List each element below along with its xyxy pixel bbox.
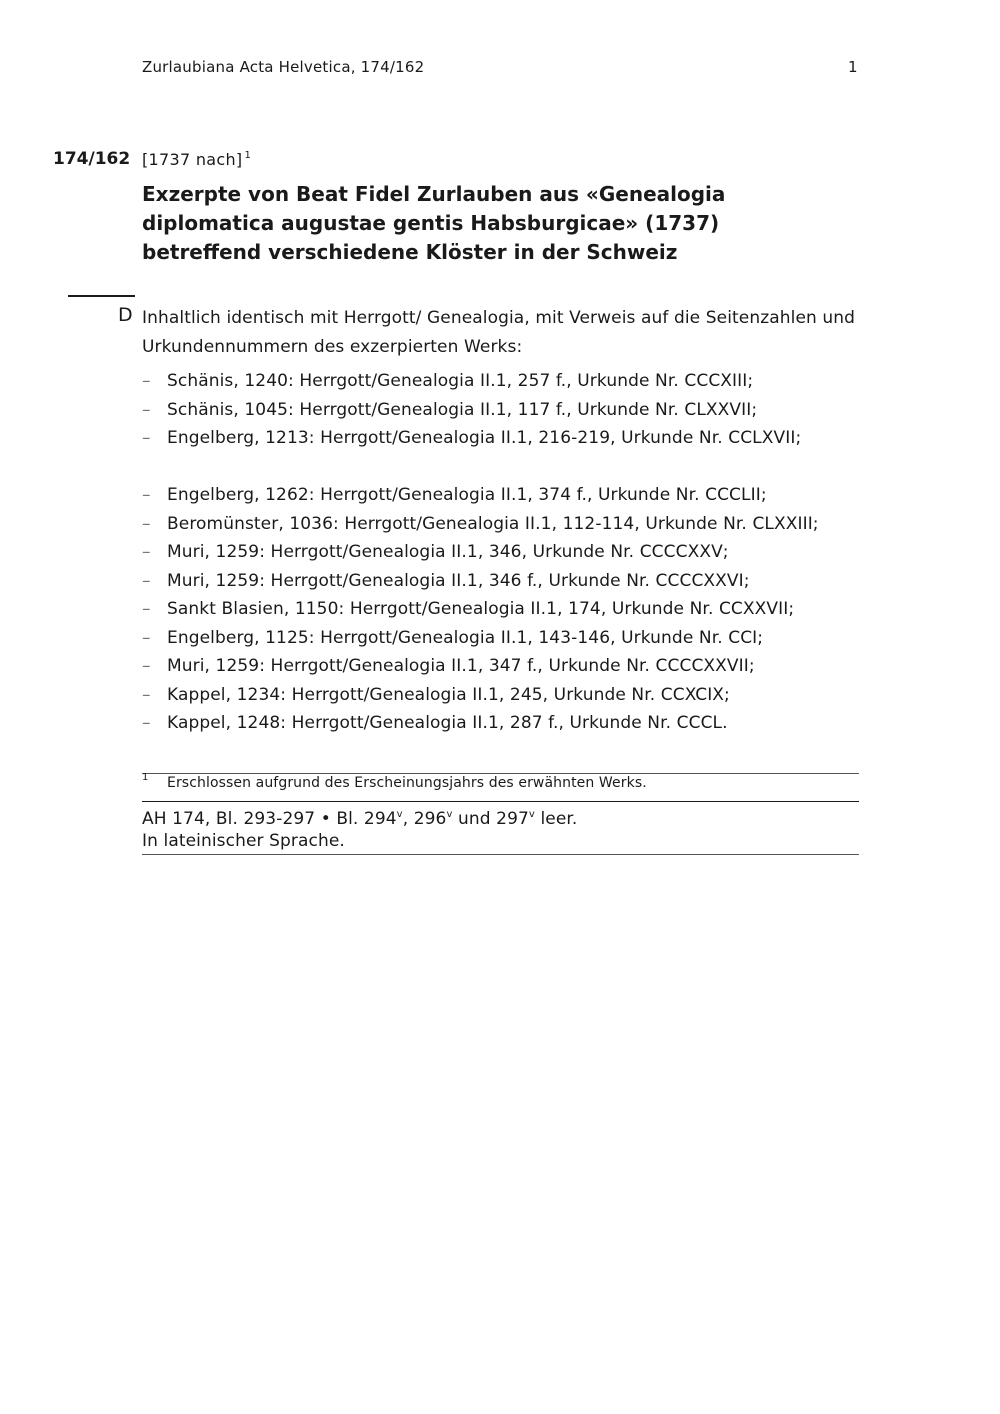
verso-mark: v	[446, 809, 453, 820]
list-item	[142, 510, 882, 539]
excerpt-list-group-1	[142, 367, 882, 453]
list-item	[142, 367, 882, 396]
entry-title: Exzerpte von Beat Fidel Zurlauben aus «Genealogia diplomatica augustae gentis Habsburgicae» (1737) betreffend verschiedene Klöster in der Schweiz	[142, 182, 726, 264]
list-item-text: Beromünster, 1036: Herrgott/Genealogia II.1, 112-114, Urkunde Nr. CLXXIII;	[167, 513, 819, 534]
list-item	[142, 595, 882, 624]
dash-bullet: –	[142, 371, 151, 391]
list-item	[142, 567, 882, 596]
source-reference-part: leer.	[534, 809, 578, 829]
list-item-text: Kappel, 1234: Herrgott/Genealogia II.1, 245, Urkunde Nr. CCXCIX;	[167, 684, 730, 705]
dash-bullet: –	[142, 570, 151, 591]
dash-bullet: –	[142, 684, 151, 705]
dash-bullet: –	[142, 713, 151, 733]
footnote-divider	[142, 773, 859, 774]
footnote-text: Erschlossen aufgrund des Erscheinungsjahrs des erwähnten Werks.	[167, 775, 647, 791]
list-item-text: Kappel, 1248: Herrgott/Genealogia II.1, 287 f., Urkunde Nr. CCCL.	[167, 713, 728, 733]
dash-bullet: –	[142, 599, 151, 619]
list-item	[142, 624, 882, 653]
list-item-text: Engelberg, 1125: Herrgott/Genealogia II.1, 143-146, Urkunde Nr. CCI;	[167, 627, 764, 648]
dash-bullet: –	[142, 513, 151, 534]
list-item-text: Engelberg, 1213: Herrgott/Genealogia II.1, 216-219, Urkunde Nr. CCLXVII;	[167, 428, 802, 448]
footnote-marker: 1	[142, 772, 149, 783]
source-info	[142, 804, 577, 852]
verso-mark: v	[528, 809, 535, 820]
section-divider	[68, 295, 135, 297]
list-item-text: Muri, 1259: Herrgott/Genealogia II.1, 346, Urkunde Nr. CCCCXXV;	[167, 542, 729, 562]
list-item	[142, 709, 882, 738]
source-language: In lateinischer Sprache.	[142, 831, 345, 851]
excerpt-list-group-2	[142, 481, 882, 738]
source-reference	[142, 804, 577, 830]
list-item-text: Sankt Blasien, 1150: Herrgott/Genealogia II.1, 174, Urkunde Nr. CCXXVII;	[167, 599, 795, 619]
entry-date-text: [1737 nach]	[142, 150, 243, 169]
source-reference-part: und 297	[452, 809, 529, 829]
section-letter: D	[118, 304, 133, 326]
footnote-reference: 1	[244, 150, 252, 161]
list-item-text: Muri, 1259: Herrgott/Genealogia II.1, 347 f., Urkunde Nr. CCCCXXVII;	[167, 656, 755, 676]
list-item	[142, 396, 882, 425]
list-item-text: Engelberg, 1262: Herrgott/Genealogia II.1, 374 f., Urkunde Nr. CCCLII;	[167, 485, 767, 505]
list-item	[142, 481, 882, 510]
source-reference-part: AH 174, Bl. 293-297 • Bl. 294	[142, 809, 397, 829]
list-item-text: Muri, 1259: Herrgott/Genealogia II.1, 346 f., Urkunde Nr. CCCCXXVI;	[167, 570, 750, 591]
source-divider-bottom	[142, 854, 859, 855]
list-item-text: Schänis, 1240: Herrgott/Genealogia II.1, 257 f., Urkunde Nr. CCCXIII;	[167, 371, 754, 391]
description-text: Inhaltlich identisch mit Herrgott/ Genealogia, mit Verweis auf die Seitenzahlen und Urkundennummern des exzerpierten Werks:	[142, 308, 856, 357]
dash-bullet: –	[142, 656, 151, 676]
verso-mark: v	[396, 809, 403, 820]
dash-bullet: –	[142, 542, 151, 562]
entry-date	[142, 150, 251, 169]
source-divider-top	[142, 801, 859, 802]
source-reference-part: , 296	[402, 809, 447, 829]
list-item	[142, 681, 882, 710]
entry-number: 174/162	[53, 149, 131, 169]
dash-bullet: –	[142, 428, 151, 448]
list-item-text: Schänis, 1045: Herrgott/Genealogia II.1, 117 f., Urkunde Nr. CLXXVII;	[167, 399, 758, 420]
running-head: Zurlaubiana Acta Helvetica, 174/162	[142, 58, 425, 76]
dash-bullet: –	[142, 627, 151, 648]
list-item	[142, 538, 882, 567]
page-number: 1	[848, 58, 858, 76]
dash-bullet: –	[142, 399, 151, 420]
dash-bullet: –	[142, 485, 151, 505]
list-item	[142, 652, 882, 681]
list-item	[142, 424, 882, 453]
